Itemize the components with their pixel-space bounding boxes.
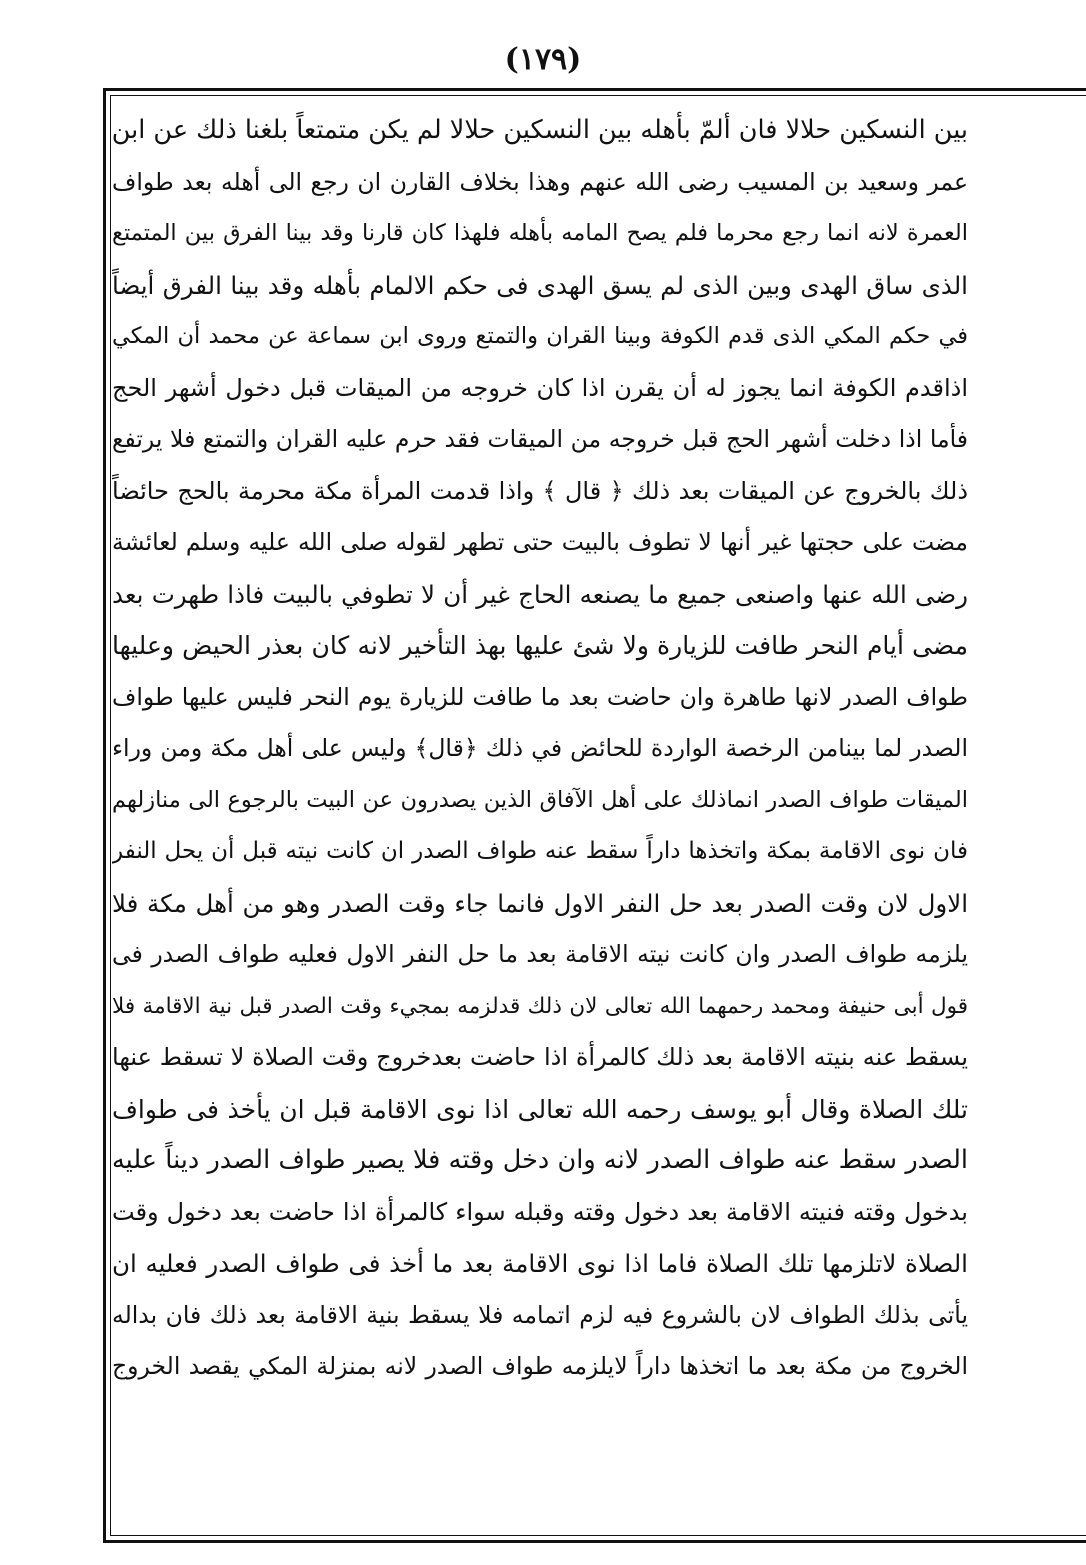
text-line: عمر وسعيد بن المسيب رضى الله عنهم وهذا بخلاف القارن ان رجع الى أهله بعد طواف [112,167,968,196]
text-line: الخروج من مكة بعد ما اتخذها داراً لايلزمه طواف الصدر لانه بمنزلة المكي يقصد الخروج [112,1352,968,1380]
text-line: فأما اذا دخلت أشهر الحج قبل خروجه من الميقات فقد حرم عليه القران والتمتع فلا يرتفع [112,425,968,453]
text-line: يسقط عنه بنيته الاقامة بعد ذلك كالمرأة اذا حاضت بعدخروج وقت الصلاة لا تسقط عنها [112,1043,968,1071]
text-line: العمرة لانه انما رجع محرما فلم يصح المامه بأهله فلهذا كان قارنا وقد بينا الفرق بين المتمتع [112,220,968,246]
text-line: الاول لان وقت الصدر بعد حل النفر الاول فانما جاء وقت الصدر وهو من أهل مكة فلا [112,888,968,918]
text-line: ذلك بالخروج عن الميقات بعد ذلك ﴿ قال ﴾ واذا قدمت المرأة مكة محرمة بالحج حائضاً [112,476,968,505]
text-line: مضت على حجتها غير أنها لا تطوف بالبيت حتى تطهر لقوله صلى الله عليه وسلم لعائشة [112,528,968,556]
text-line: مضى أيام النحر طافت للزيارة ولا شئ عليها بهذ التأخير لانه كان بعذر الحيض وعليها [112,631,968,660]
text-line: الميقات طواف الصدر انماذلك على أهل الآفاق الذين يصدرون عن البيت بالرجوع الى منازلهم [112,786,968,813]
text-line: الصدر سقط عنه طواف الصدر لانه وان دخل وقته فلا يصير طواف الصدر ديناً عليه [112,1145,968,1175]
body-text [112,105,968,1525]
text-line: يأتى بذلك الطواف لان بالشروع فيه لزم اتمامه فلا يسقط بنية الاقامة بعد ذلك فان بداله [112,1300,968,1329]
text-line: فان نوى الاقامة بمكة واتخذها داراً سقط عنه طواف الصدر ان كانت نيته قبل أن يحل النفر [112,838,968,864]
text-line: الصدر لما بينامن الرخصة الواردة للحائض في ذلك ﴿قال﴾ وليس على أهل مكة ومن وراء [112,734,968,762]
text-line: قول أبى حنيفة ومحمد رحمهما الله تعالى لان ذلك قدلزمه بمجيء وقت الصدر قبل نية الاقامة فلا [112,993,968,1019]
text-line: طواف الصدر لانها طاهرة وان حاضت بعد ما طافت للزيارة يوم النحر فليس عليها طواف [112,682,968,711]
text-line: الصلاة لاتلزمها تلك الصلاة فاما اذا نوى الاقامة بعد ما أخذ فى طواف الصدر فعليه ان [112,1249,968,1278]
page-number: (١٧٩) [504,42,582,77]
text-line: رضى الله عنها واصنعى جميع ما يصنعه الحاج غير أن لا تطوفي بالبيت فاذا طهرت بعد [112,579,968,609]
text-line: بدخول وقته فنيته الاقامة بعد دخول وقته وقبله سواء كالمرأة اذا حاضت بعد دخول وقت [112,1197,968,1226]
text-line: في حكم المكي الذى قدم الكوفة وبينا القران والتمتع وروى ابن سماعة عن محمد أن المكي [112,323,968,349]
text-line: اذاقدم الكوفة انما يجوز له أن يقرن اذا كان خروجه من الميقات قبل دخول أشهر الحج [112,373,968,402]
text-line: الذى ساق الهدى وبين الذى لم يسق الهدى فى حكم الالمام بأهله وقد بينا الفرق أيضاً [112,270,968,300]
text-line: بين النسكين حلالا فان ألمّ بأهله بين النسكين حلالا لم يكن متمتعاً بلغنا ذلك عن ابن [112,115,968,145]
text-line: يلزمه طواف الصدر وان كانت نيته الاقامة بعد ما حل النفر الاول فعليه طواف الصدر فى [112,940,968,968]
text-line: تلك الصلاة وقال أبو يوسف رحمه الله تعالى اذا نوى الاقامة قبل ان يأخذ فى طواف [112,1094,968,1124]
